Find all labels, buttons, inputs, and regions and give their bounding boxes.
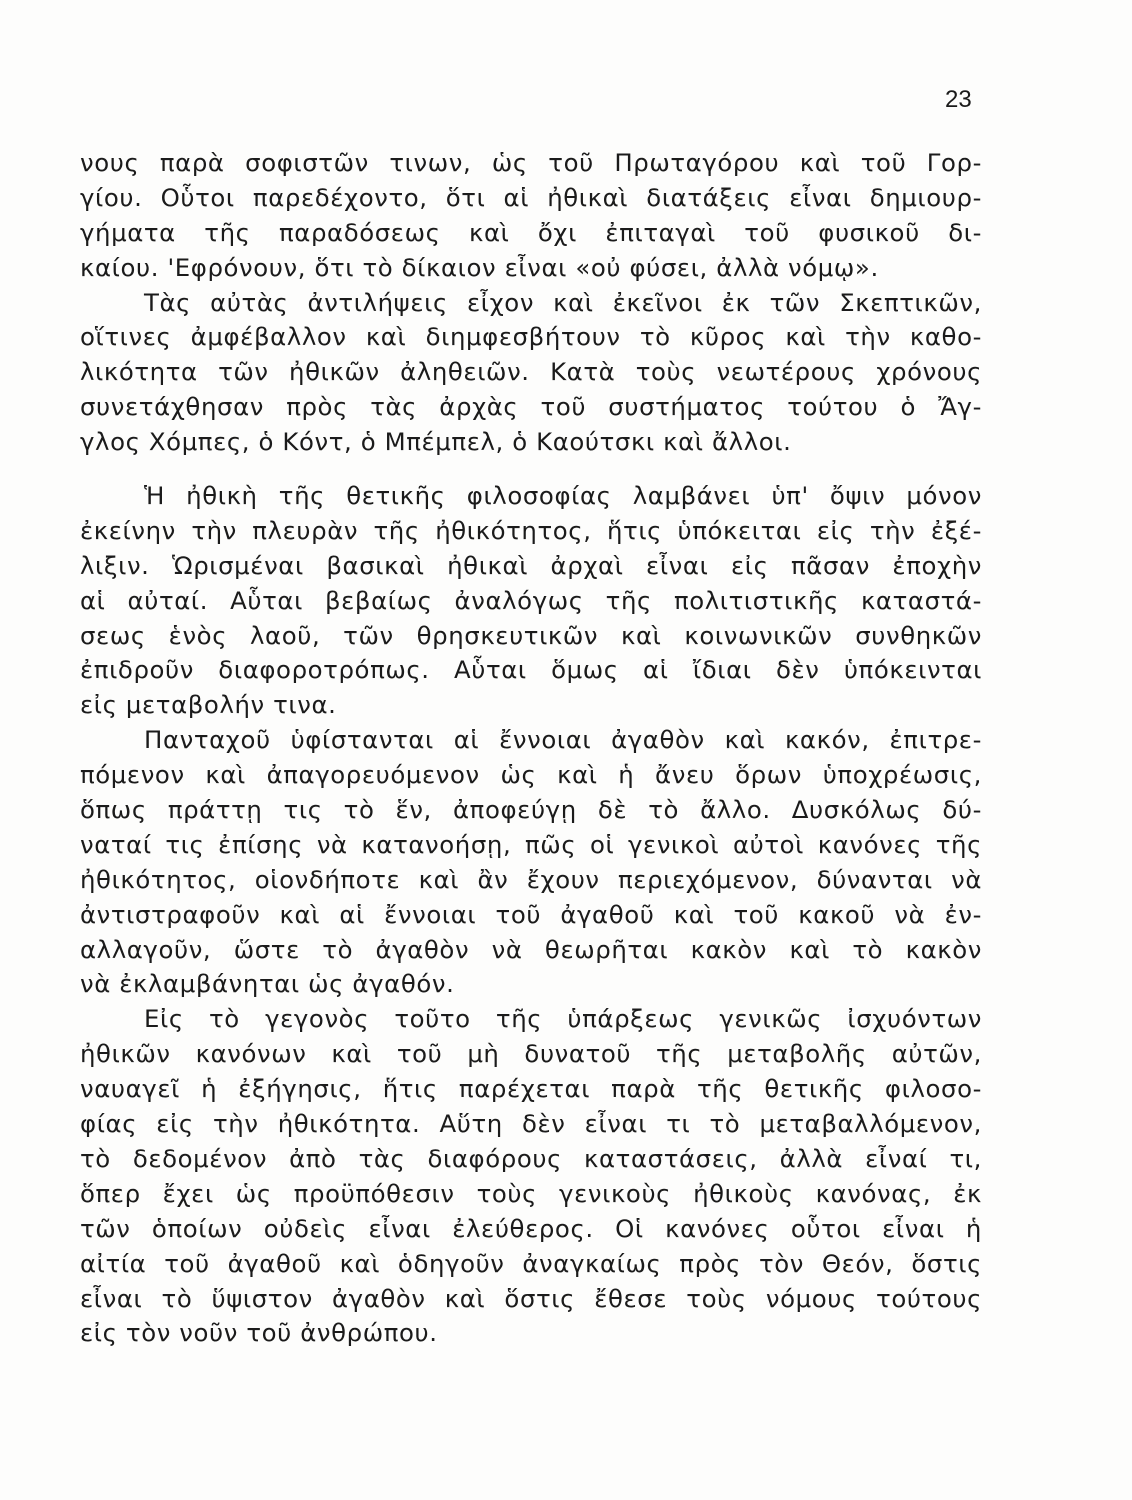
text-line: ὅπερ ἔχει ὡς προϋπόθεσιν τοὺς γενικοὺς ἠθικοὺς κανόνας, ἐκ [80, 1178, 982, 1208]
text-line: ναταί τις ἐπίσης νὰ κατανοήσῃ, πῶς οἱ γενικοὶ αὐτοὶ κανόνες τῆς [80, 829, 982, 859]
text-line: πόμενον καὶ ἀπαγορευόμενον ὡς καὶ ἡ ἄνευ ὅρων ὑποχρέωσις, [80, 760, 982, 790]
text-line: συνετάχθησαν πρὸς τὰς ἀρχὰς τοῦ συστήματος τούτου ὁ Ἄγ- [80, 392, 982, 422]
text-line: ὅπως πράττῃ τις τὸ ἕν, ἀποφεύγῃ δὲ τὸ ἄλλο. Δυσκόλως δύ- [80, 795, 982, 825]
text-line: ναυαγεῖ ἡ ἐξήγησις, ἥτις παρέχεται παρὰ τῆς θετικῆς φιλοσο- [80, 1074, 982, 1104]
text-line: εἰς μεταβολήν τινα. [80, 690, 337, 720]
text-line: Ἡ ἠθικὴ τῆς θετικῆς φιλοσοφίας λαμβάνει ὑπ' ὄψιν μόνον [144, 481, 982, 511]
text-line: ἐπιδροῦν διαφοροτρόπως. Αὗται ὅμως αἱ ἴδιαι δὲν ὑπόκεινται [80, 655, 982, 685]
text-line: γίου. Οὗτοι παρεδέχοντο, ὅτι αἱ ἠθικαὶ διατάξεις εἶναι δημιουρ- [80, 182, 982, 212]
text-line: αἱ αὐταί. Αὗται βεβαίως ἀναλόγως τῆς πολιτιστικῆς καταστά- [80, 585, 982, 615]
text-line: οἵτινες ἀμφέβαλλον καὶ διημφεσβήτουν τὸ κῦρος καὶ τὴν καθο- [80, 322, 982, 352]
text-line: ἠθικῶν κανόνων καὶ τοῦ μὴ δυνατοῦ τῆς μεταβολῆς αὐτῶν, [80, 1039, 982, 1069]
text-line: φίας εἰς τὴν ἠθικότητα. Αὕτη δὲν εἶναι τι τὸ μεταβαλλόμενον, [80, 1109, 982, 1139]
text-line: τῶν ὁποίων οὐδεὶς εἶναι ἐλεύθερος. Οἱ κανόνες οὗτοι εἶναι ἡ [80, 1213, 982, 1243]
text-line: εἶναι τὸ ὕψιστον ἀγαθὸν καὶ ὅστις ἔθεσε τοὺς νόμους τούτους [80, 1283, 982, 1313]
text-line: εἰς τὸν νοῦν τοῦ ἀνθρώπου. [80, 1318, 438, 1348]
text-line: νὰ ἐκλαμβάνηται ὡς ἀγαθόν. [80, 969, 455, 999]
text-line: αλλαγοῦν, ὥστε τὸ ἀγαθὸν νὰ θεωρῆται κακὸν καὶ τὸ κακὸν [80, 934, 982, 964]
text-line: ἐκείνην τὴν πλευρὰν τῆς ἠθικότητος, ἥτις ὑπόκειται εἰς τὴν ἐξέ- [80, 515, 982, 545]
body-text [80, 146, 982, 1351]
page-number: 23 [945, 86, 972, 113]
text-line: ἀντιστραφοῦν καὶ αἱ ἔννοιαι τοῦ ἀγαθοῦ καὶ τοῦ κακοῦ νὰ ἐν- [80, 899, 982, 929]
text-line: Πανταχοῦ ὑφίστανται αἱ ἔννοιαι ἀγαθὸν καὶ κακόν, ἐπιτρε- [144, 725, 982, 755]
text-line: σεως ἑνὸς λαοῦ, τῶν θρησκευτικῶν καὶ κοινωνικῶν συνθηκῶν [80, 620, 982, 650]
text-line: νους παρὰ σοφιστῶν τινων, ὡς τοῦ Πρωταγόρου καὶ τοῦ Γορ- [80, 148, 982, 177]
text-line: Τὰς αὐτὰς ἀντιλήψεις εἶχον καὶ ἐκεῖνοι ἐκ τῶν Σκεπτικῶν, [144, 287, 982, 317]
paragraph-gap [80, 460, 982, 479]
text-line: γλος Χόμπες, ὁ Κόντ, ὁ Μπέμπελ, ὁ Καούτσκι καὶ ἄλλοι. [80, 427, 792, 457]
text-line: τὸ δεδομένον ἀπὸ τὰς διαφόρους καταστάσεις, ἀλλὰ εἶναί τι, [80, 1143, 982, 1173]
text-line: καίου. 'Εφρόνουν, ὅτι τὸ δίκαιον εἶναι «οὐ φύσει, ἀλλὰ νόμῳ». [80, 252, 879, 282]
text-line: γήματα τῆς παραδόσεως καὶ ὄχι ἐπιταγαὶ τοῦ φυσικοῦ δι- [80, 217, 982, 247]
text-line: ἠθικότητος, οἱονδήποτε καὶ ἂν ἔχουν περιεχόμενον, δύνανται νὰ [80, 864, 982, 894]
text-line: λιξιν. Ὡρισμέναι βασικαὶ ἠθικαὶ ἀρχαὶ εἶναι εἰς πᾶσαν ἐποχὴν [80, 550, 982, 580]
text-line: αἰτία τοῦ ἀγαθοῦ καὶ ὁδηγοῦν ἀναγκαίως πρὸς τὸν Θεόν, ὅστις [80, 1248, 982, 1278]
text-line: Εἰς τὸ γεγονὸς τοῦτο τῆς ὑπάρξεως γενικῶς ἰσχυόντων [144, 1004, 982, 1034]
text-line: λικότητα τῶν ἠθικῶν ἀληθειῶν. Κατὰ τοὺς νεωτέρους χρόνους [80, 357, 982, 387]
